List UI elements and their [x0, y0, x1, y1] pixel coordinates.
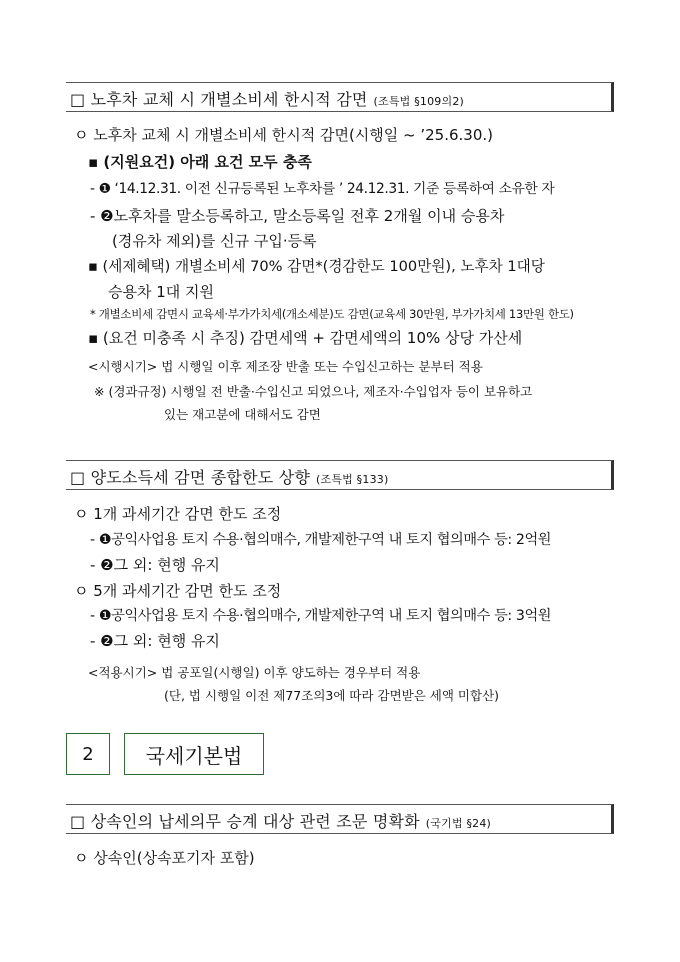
section-title: □ 상속인의 납세의무 승계 대상 관련 조문 명확화 — [70, 812, 420, 831]
section-header-transfer-tax — [66, 460, 614, 490]
item-line: ㅇ 5개 과세기간 감면 한도 조정 — [74, 582, 282, 600]
item-line: (경유차 제외)를 신규 구입·등록 — [112, 232, 317, 250]
footnote: * 개별소비세 감면시 교육세·부가가치세(개소세분)도 감면(교육세 30만원, 부가가치세 13만원 한도) — [90, 307, 574, 321]
section-header-inheritance — [66, 804, 614, 834]
item-line: - ❶공익사업용 토지 수용·협의매수, 개발제한구역 내 토지 협의매수 등: 2억원 — [90, 532, 552, 548]
item-line: ▪ (지원요건) 아래 요건 모두 충족 — [88, 153, 312, 171]
law-reference: (국기법 §24) — [425, 817, 492, 830]
item-line: - ❷그 외: 현행 유지 — [90, 632, 220, 650]
law-reference: (조특법 §109의2) — [373, 95, 465, 108]
note-cont: (단, 법 시행일 이전 제77조의3에 따라 감면받은 세액 미합산) — [164, 688, 500, 703]
item-line: - ❶ ‘14.12.31. 이전 신규등록된 노후차를 ’ 24.12.31. 기준 등록하여 소유한 자 — [90, 181, 555, 197]
effective-date-note: <시행시기> 법 시행일 이후 제조장 반출 또는 수입신고하는 분부터 적용 — [88, 359, 483, 374]
section-header-vehicle-tax — [66, 82, 614, 112]
law-reference: (조특법 §133) — [316, 473, 389, 486]
item-line: ㅇ 상속인(상속포기자 포함) — [74, 849, 255, 867]
chapter-title: 국세기본법 — [124, 733, 264, 775]
section-title: □ 양도소득세 감면 종합한도 상향 — [70, 468, 310, 487]
effective-date-note: <적용시기> 법 공포일(시행일) 이후 양도하는 경우부터 적용 — [88, 665, 421, 680]
chapter-number: 2 — [66, 733, 110, 775]
item-line: ▪ (요건 미충족 시 추징) 감면세액 + 감면세액의 10% 상당 가산세 — [88, 329, 523, 347]
item-line: - ❷그 외: 현행 유지 — [90, 556, 220, 574]
item-line: ㅇ 1개 과세기간 감면 한도 조정 — [74, 505, 282, 523]
item-line: - ❶공익사업용 토지 수용·협의매수, 개발제한구역 내 토지 협의매수 등: 3억원 — [90, 608, 552, 624]
transition-note-cont: 있는 재고분에 대해서도 감면 — [164, 407, 321, 422]
item-line: ▪ (세제혜택) 개별소비세 70% 감면*(경감한도 100만원), 노후차 1대당 — [88, 258, 545, 275]
item-line: - ❷노후차를 말소등록하고, 말소등록일 전후 2개월 이내 승용차 — [90, 207, 505, 225]
item-line: 승용차 1대 지원 — [108, 283, 215, 301]
section-title: □ 노후차 교체 시 개별소비세 한시적 감면 — [70, 90, 368, 109]
transition-note: ※ (경과규정) 시행일 전 반출·수입신고 되었으나, 제조자·수입업자 등이 보유하고 — [94, 384, 533, 399]
item-line: ㅇ 노후차 교체 시 개별소비세 한시적 감면(시행일 ~ ’25.6.30.) — [74, 126, 494, 144]
